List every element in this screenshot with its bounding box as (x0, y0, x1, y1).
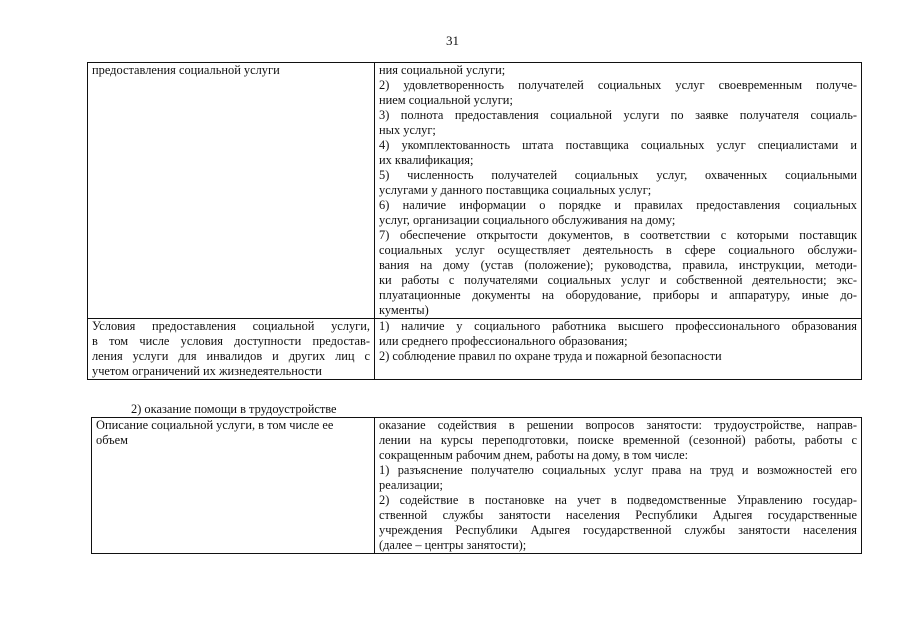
service-description-table (91, 417, 862, 554)
cell-text-line: ления услуги для инвалидов и других лиц с (92, 349, 370, 363)
cell-text: предоставления социальной услуги (92, 63, 280, 77)
table-row (88, 319, 862, 380)
section-heading: 2) оказание помощи в трудоустройстве (131, 402, 337, 416)
table-row (92, 418, 862, 554)
cell-text-line: оказание содействия в решении вопросов занятости: трудоустройстве, направ- (379, 418, 857, 432)
cell-text-line: объем (96, 433, 128, 447)
cell-text-line: ственной службы занятости населения Республики Адыгея государственные (379, 508, 857, 522)
cell-text-line: 5) численность получателей социальных услуг, охваченных социальными (379, 168, 857, 182)
cell-text-line: Условия предоставления социальной услуги, (92, 319, 370, 333)
cell-spacer (379, 364, 857, 379)
cell-text-line: ных услуг; (379, 123, 436, 137)
cell-text-line: в том числе условия доступности предостав- (92, 334, 370, 348)
cell-text-line: плуатационные документы на оборудование, приборы и аппаратуру, иные до- (379, 288, 857, 302)
cell-text-line: ния социальной услуги; (379, 63, 506, 77)
table-cell-content (375, 418, 862, 554)
cell-text-line: 4) укомплектованность штата поставщика социальных услуг специалистами и (379, 138, 857, 152)
table-cell-label (88, 63, 375, 319)
criteria-table (87, 62, 862, 380)
cell-text-line: сокращенным рабочим днем, работы на дому, в том числе: (379, 448, 689, 462)
cell-text-line: услуг, организации социального обслуживания на дому; (379, 213, 676, 227)
cell-text-line: ки работы с получателями социальных услуг и собственной деятельности; экс- (379, 273, 857, 287)
cell-text-line: их квалификация; (379, 153, 474, 167)
cell-text-line: 1) наличие у социального работника высшего профессионального образования (379, 319, 857, 333)
cell-text-line: (далее – центры занятости); (379, 538, 527, 552)
cell-text-line: вания на дому (устав (положение); руководства, правила, инструкции, методи- (379, 258, 857, 272)
cell-text-line: учетом ограничений их жизнедеятельности (92, 364, 322, 378)
table-cell-content (375, 319, 862, 380)
cell-text-line: или среднего профессионального образования; (379, 334, 628, 348)
page-number: 31 (446, 33, 459, 48)
cell-text-line: нием социальной услуги; (379, 93, 513, 107)
table-cell-label (92, 418, 375, 554)
cell-text-line: услугами у данного поставщика социальных услуг; (379, 183, 652, 197)
cell-text-line: социальных услуг осуществляет деятельность в сфере социального обслужи- (379, 243, 857, 257)
cell-text-line: 6) наличие информации о порядке и правилах предоставления социальных (379, 198, 857, 212)
cell-text-line: 1) разъяснение получателю социальных услуг права на труд и возможностей его (379, 463, 857, 477)
cell-text-line: 3) полнота предоставления социальной услуги по заявке получателя социаль- (379, 108, 857, 122)
cell-text-line: 7) обеспечение открытости документов, в соответствии с которыми поставщик (379, 228, 857, 242)
cell-text-line: лении на курсы переподготовки, поиске временной (сезонной) работы, работы с (379, 433, 857, 447)
cell-text-line: 2) соблюдение правил по охране труда и пожарной безопасности (379, 349, 722, 363)
cell-text-line: реализации; (379, 478, 443, 492)
cell-text-line: 2) содействие в постановке на учет в подведомственные Управлению государ- (379, 493, 857, 507)
table-cell-label (88, 319, 375, 380)
table-row (88, 63, 862, 319)
cell-text-line: кументы) (379, 303, 429, 317)
table-cell-content (375, 63, 862, 319)
cell-text-line: 2) удовлетворенность получателей социальных услуг своевременным получе- (379, 78, 857, 92)
cell-text-line: учреждения Республики Адыгея государственной службы занятости населения (379, 523, 857, 537)
cell-text-line: Описание социальной услуги, в том числе ее (96, 418, 334, 432)
